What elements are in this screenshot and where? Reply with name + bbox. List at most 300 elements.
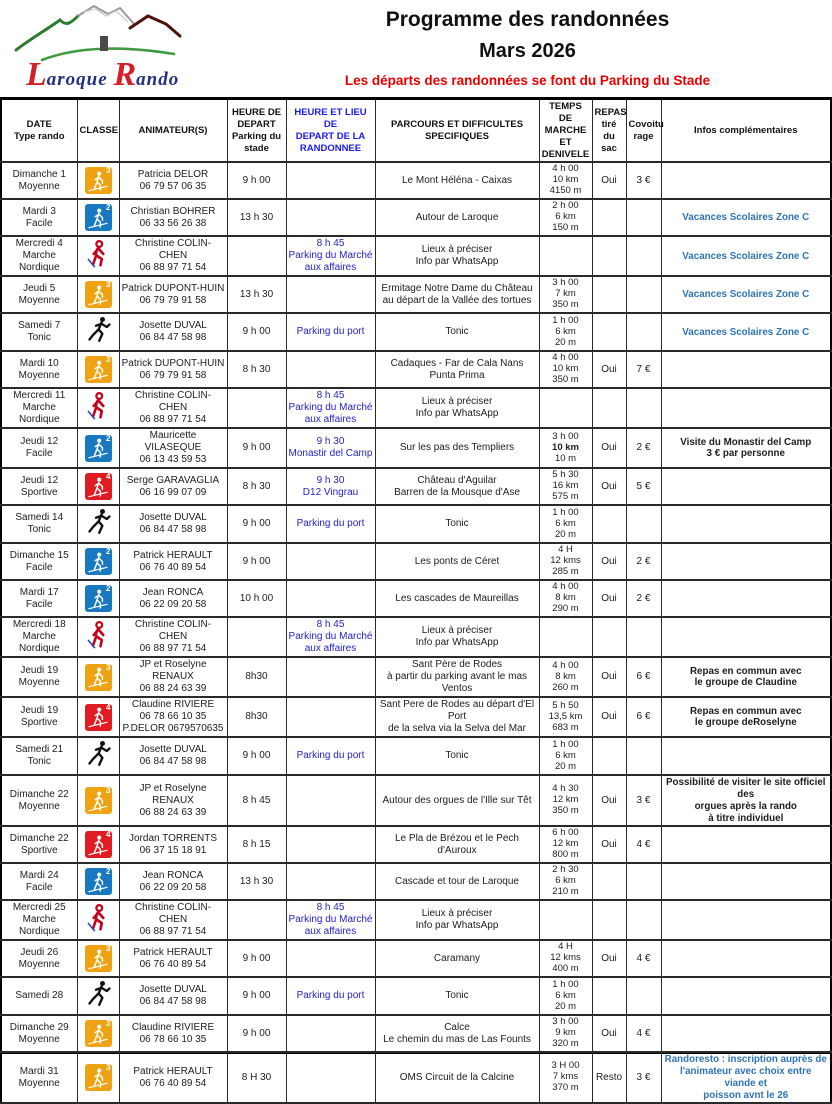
col-header-infos: Infos complémentaires — [661, 99, 831, 163]
cell-temps: 4 h 00 8 km 260 m — [539, 657, 592, 697]
cell-date: Mercredi 11 Marche Nordique — [1, 388, 77, 428]
cell-parcours: Sant Pere de Rodes au départ d'El Port de la selva via la Selva del Mar — [375, 697, 539, 737]
cell-classe — [77, 351, 119, 388]
col-header-heure-lieu: HEURE ET LIEU DE DEPART DE LA RANDONNEE — [286, 99, 375, 163]
hiker-class-4-icon: 4 — [85, 473, 112, 500]
table-row — [1, 775, 831, 826]
table-row — [1, 199, 831, 236]
cell-date: Mercredi 25 Marche Nordique — [1, 900, 77, 940]
cell-infos — [661, 863, 831, 900]
cell-heure-lieu: 9 h 30 Monastir del Camp — [286, 428, 375, 468]
col-header-date: DATE Type rando — [1, 99, 77, 163]
cell-heure-depart — [227, 617, 286, 657]
hiker-class-4-icon: 4 — [85, 704, 112, 731]
col-header-heure-depart: HEURE DE DEPART Parking du stade — [227, 99, 286, 163]
nordic-walker-icon — [83, 620, 113, 650]
cell-infos: Vacances Scolaires Zone C — [661, 199, 831, 236]
cell-date: Dimanche 22 Moyenne — [1, 775, 77, 826]
cell-heure-lieu: 8 h 45 Parking du Marché aux affaires — [286, 236, 375, 276]
cell-heure-lieu — [286, 276, 375, 313]
hiker-class-3-icon: 3 — [85, 945, 112, 972]
cell-animateur: Christine COLIN-CHEN 06 88 97 71 54 — [119, 236, 227, 276]
table-row — [1, 388, 831, 428]
cell-infos — [661, 1015, 831, 1052]
cell-repas — [592, 977, 626, 1015]
table-row — [1, 1015, 831, 1052]
cell-repas: Oui — [592, 428, 626, 468]
cell-repas — [592, 863, 626, 900]
cell-classe — [77, 863, 119, 900]
table-body — [1, 162, 831, 1103]
cell-temps — [539, 388, 592, 428]
runner-icon — [83, 739, 113, 769]
cell-heure-depart: 9 h 00 — [227, 737, 286, 775]
cell-temps: 6 h 00 12 km 800 m — [539, 826, 592, 863]
cell-covoiturage: 4 € — [626, 1015, 661, 1052]
cell-temps: 4 H 12 kms 400 m — [539, 940, 592, 977]
header-row — [1, 99, 831, 163]
cell-date: Mercredi 18 Marche Nordique — [1, 617, 77, 657]
cell-heure-depart: 8h30 — [227, 697, 286, 737]
title-block — [225, 0, 830, 88]
cell-covoiturage: 5 € — [626, 468, 661, 505]
cell-repas: Oui — [592, 775, 626, 826]
cell-repas — [592, 900, 626, 940]
cell-infos — [661, 162, 831, 199]
cell-heure-lieu — [286, 162, 375, 199]
cell-covoiturage: 2 € — [626, 580, 661, 617]
cell-heure-lieu: Parking du port — [286, 313, 375, 351]
cell-classe — [77, 388, 119, 428]
cell-repas — [592, 199, 626, 236]
cell-animateur: Serge GARAVAGLIA 06 16 99 07 09 — [119, 468, 227, 505]
cell-covoiturage — [626, 900, 661, 940]
cell-repas: Oui — [592, 697, 626, 737]
table-row — [1, 940, 831, 977]
cell-date: Jeudi 19 Sportive — [1, 697, 77, 737]
cell-repas: Oui — [592, 351, 626, 388]
cell-temps — [539, 236, 592, 276]
cell-covoiturage: 4 € — [626, 826, 661, 863]
cell-heure-depart: 9 h 00 — [227, 1015, 286, 1052]
cell-temps: 2 h 00 6 km 150 m — [539, 199, 592, 236]
cell-date: Mardi 24 Facile — [1, 863, 77, 900]
cell-infos: Repas en commun avec le groupe de Claudine — [661, 657, 831, 697]
cell-date: Dimanche 1 Moyenne — [1, 162, 77, 199]
cell-classe — [77, 199, 119, 236]
hiker-class-3-icon: 3 — [85, 664, 112, 691]
cell-heure-lieu — [286, 351, 375, 388]
cell-repas: Oui — [592, 543, 626, 580]
cell-date: Dimanche 29 Moyenne — [1, 1015, 77, 1052]
cell-parcours: Lieux à préciser Info par WhatsApp — [375, 617, 539, 657]
cell-repas — [592, 236, 626, 276]
cell-heure-depart: 8 h 30 — [227, 468, 286, 505]
nordic-walker-icon — [83, 239, 113, 269]
table-row — [1, 428, 831, 468]
cell-animateur: Patrick DUPONT-HUIN 06 79 79 91 58 — [119, 351, 227, 388]
cell-animateur: Christine COLIN-CHEN 06 88 97 71 54 — [119, 388, 227, 428]
table-row — [1, 737, 831, 775]
cell-heure-lieu — [286, 775, 375, 826]
cell-parcours: Sant Père de Rodes à partir du parking avant le mas Ventos — [375, 657, 539, 697]
cell-temps — [539, 900, 592, 940]
cell-repas: Oui — [592, 580, 626, 617]
cell-infos: Vacances Scolaires Zone C — [661, 276, 831, 313]
cell-repas — [592, 388, 626, 428]
table-row — [1, 900, 831, 940]
cell-date: Jeudi 19 Moyenne — [1, 657, 77, 697]
cell-date: Jeudi 12 Facile — [1, 428, 77, 468]
cell-animateur: Jordan TORRENTS 06 37 15 18 91 — [119, 826, 227, 863]
cell-animateur: Christine COLIN-CHEN 06 88 97 71 54 — [119, 617, 227, 657]
cell-parcours: Calce Le chemin du mas de Las Founts — [375, 1015, 539, 1052]
cell-infos: Vacances Scolaires Zone C — [661, 313, 831, 351]
cell-animateur: Josette DUVAL 06 84 47 58 98 — [119, 313, 227, 351]
cell-heure-depart: 13 h 30 — [227, 276, 286, 313]
cell-infos — [661, 826, 831, 863]
cell-date: Mardi 17 Facile — [1, 580, 77, 617]
cell-temps: 2 h 30 6 km 210 m — [539, 863, 592, 900]
table-row — [1, 697, 831, 737]
cell-animateur: JP et Roselyne RENAUX 06 88 24 63 39 — [119, 657, 227, 697]
col-header-classe: CLASSE — [77, 99, 119, 163]
cell-parcours: Les ponts de Céret — [375, 543, 539, 580]
runner-icon — [83, 979, 113, 1009]
cell-heure-depart: 9 h 00 — [227, 428, 286, 468]
cell-heure-depart: 9 h 00 — [227, 162, 286, 199]
cell-infos: Randoresto : inscription auprès de l'animateur avec choix entre viande et poisson avnt le 26 — [661, 1052, 831, 1103]
col-header-covoiturage: Covoitu rage — [626, 99, 661, 163]
cell-repas — [592, 276, 626, 313]
cell-temps: 5 h 30 16 km 575 m — [539, 468, 592, 505]
cell-temps: 4 h 00 10 km 350 m — [539, 351, 592, 388]
cell-heure-depart: 9 h 00 — [227, 505, 286, 543]
cell-animateur: Claudine RIVIERE 06 78 66 10 35 — [119, 1015, 227, 1052]
cell-repas: Oui — [592, 657, 626, 697]
cell-parcours: Autour des orgues de l'Ille sur Têt — [375, 775, 539, 826]
cell-heure-depart: 10 h 00 — [227, 580, 286, 617]
cell-date: Dimanche 22 Sportive — [1, 826, 77, 863]
cell-covoiturage: 3 € — [626, 162, 661, 199]
cell-covoiturage: 4 € — [626, 940, 661, 977]
table-row — [1, 162, 831, 199]
cell-animateur: Christine COLIN-CHEN 06 88 97 71 54 — [119, 900, 227, 940]
cell-animateur: Claudine RIVIERE 06 78 66 10 35 P.DELOR 0679570635 — [119, 697, 227, 737]
cell-parcours: Sur les pas des Templiers — [375, 428, 539, 468]
cell-classe — [77, 276, 119, 313]
cell-covoiturage: 2 € — [626, 428, 661, 468]
cell-date: Mardi 10 Moyenne — [1, 351, 77, 388]
cell-parcours: Le Mont Héléna - Caixas — [375, 162, 539, 199]
table-row — [1, 580, 831, 617]
cell-temps: 5 h 50 13,5 km 683 m — [539, 697, 592, 737]
hiker-class-2-icon: 2 — [85, 204, 112, 231]
cell-parcours: Les cascades de Maureillas — [375, 580, 539, 617]
hiker-class-2-icon: 2 — [85, 548, 112, 575]
cell-heure-depart: 8 h 45 — [227, 775, 286, 826]
cell-parcours: Le Pla de Brézou et le Pech d'Auroux — [375, 826, 539, 863]
cell-heure-lieu — [286, 940, 375, 977]
cell-covoiturage: 3 € — [626, 1052, 661, 1103]
runner-icon — [83, 507, 113, 537]
cell-classe — [77, 313, 119, 351]
cell-heure-lieu — [286, 543, 375, 580]
cell-animateur: Mauricette VILASEQUE 06 13 43 59 53 — [119, 428, 227, 468]
cell-animateur: Patrick DUPONT-HUIN 06 79 79 91 58 — [119, 276, 227, 313]
cell-heure-lieu — [286, 199, 375, 236]
col-header-animateur: ANIMATEUR(S) — [119, 99, 227, 163]
cell-heure-lieu: 9 h 30 D12 Vingrau — [286, 468, 375, 505]
cell-covoiturage: 2 € — [626, 543, 661, 580]
cell-repas: Oui — [592, 468, 626, 505]
cell-covoiturage: 6 € — [626, 657, 661, 697]
page-title-month: Mars 2026 — [479, 40, 576, 62]
cell-parcours: Cadaques - Far de Cala Nans Punta Prima — [375, 351, 539, 388]
cell-date: Jeudi 26 Moyenne — [1, 940, 77, 977]
table-row — [1, 863, 831, 900]
cell-heure-depart: 9 h 00 — [227, 543, 286, 580]
cell-covoiturage — [626, 313, 661, 351]
table-row — [1, 826, 831, 863]
nordic-walker-icon — [83, 903, 113, 933]
cell-heure-lieu: Parking du port — [286, 977, 375, 1015]
cell-parcours: Tonic — [375, 313, 539, 351]
cell-date: Samedi 14 Tonic — [1, 505, 77, 543]
table-row — [1, 276, 831, 313]
cell-classe — [77, 617, 119, 657]
cell-classe — [77, 940, 119, 977]
cell-infos — [661, 468, 831, 505]
hiker-class-2-icon: 2 — [85, 585, 112, 612]
runner-icon — [83, 315, 113, 345]
cell-infos — [661, 580, 831, 617]
cell-heure-lieu — [286, 580, 375, 617]
cell-repas: Oui — [592, 1015, 626, 1052]
table-row — [1, 1052, 831, 1103]
cell-date: Mardi 31 Moyenne — [1, 1052, 77, 1103]
cell-heure-depart: 8 H 30 — [227, 1052, 286, 1103]
cell-covoiturage: 7 € — [626, 351, 661, 388]
cell-animateur: Josette DUVAL 06 84 47 58 98 — [119, 737, 227, 775]
col-header-temps: TEMPS DE MARCHE ET DENIVELE — [539, 99, 592, 163]
cell-temps — [539, 617, 592, 657]
cell-heure-depart: 9 h 00 — [227, 313, 286, 351]
hiker-class-3-icon: 3 — [85, 167, 112, 194]
cell-infos — [661, 617, 831, 657]
table-row — [1, 977, 831, 1015]
cell-heure-lieu — [286, 1052, 375, 1103]
cell-classe — [77, 657, 119, 697]
cell-animateur: Patrick HERAULT 06 76 40 89 54 — [119, 543, 227, 580]
cell-heure-lieu — [286, 826, 375, 863]
table-row — [1, 313, 831, 351]
cell-parcours: Lieux à préciser Info par WhatsApp — [375, 236, 539, 276]
cell-infos — [661, 543, 831, 580]
cell-heure-lieu: Parking du port — [286, 737, 375, 775]
cell-covoiturage — [626, 505, 661, 543]
cell-classe — [77, 505, 119, 543]
table-row — [1, 468, 831, 505]
cell-covoiturage — [626, 737, 661, 775]
hiker-class-2-icon: 2 — [85, 868, 112, 895]
table-row — [1, 236, 831, 276]
cell-parcours: Caramany — [375, 940, 539, 977]
cell-temps: 1 h 00 6 km 20 m — [539, 977, 592, 1015]
cell-classe — [77, 580, 119, 617]
cell-animateur: Jean RONCA 06 22 09 20 58 — [119, 863, 227, 900]
cell-heure-lieu — [286, 1015, 375, 1052]
hiker-class-3-icon: 3 — [85, 787, 112, 814]
hiker-class-4-icon: 4 — [85, 831, 112, 858]
cell-heure-depart — [227, 900, 286, 940]
cell-classe — [77, 826, 119, 863]
cell-temps: 4 h 00 10 km 4150 m — [539, 162, 592, 199]
cell-heure-depart: 13 h 30 — [227, 863, 286, 900]
cell-temps: 4 h 30 12 km 350 m — [539, 775, 592, 826]
cell-date: Samedi 7 Tonic — [1, 313, 77, 351]
cell-classe — [77, 977, 119, 1015]
cell-classe — [77, 1052, 119, 1103]
cell-parcours: Tonic — [375, 505, 539, 543]
cell-temps: 1 h 00 6 km 20 m — [539, 313, 592, 351]
logo-wordmark: Laroque Rando — [26, 56, 180, 93]
cell-covoiturage — [626, 236, 661, 276]
cell-infos: Visite du Monastir del Camp 3 € par personne — [661, 428, 831, 468]
cell-animateur: Christian BOHRER 06 33 56 26 38 — [119, 199, 227, 236]
cell-temps: 1 h 00 6 km 20 m — [539, 737, 592, 775]
page-header — [0, 0, 830, 97]
cell-heure-depart: 8h30 — [227, 657, 286, 697]
hiker-class-3-icon: 3 — [85, 1064, 112, 1091]
cell-repas — [592, 505, 626, 543]
cell-animateur: Jean RONCA 06 22 09 20 58 — [119, 580, 227, 617]
cell-date: Jeudi 5 Moyenne — [1, 276, 77, 313]
cell-heure-depart: 9 h 00 — [227, 977, 286, 1015]
cell-animateur: Patrick HERAULT 06 76 40 89 54 — [119, 940, 227, 977]
cell-repas — [592, 313, 626, 351]
cell-temps: 1 h 00 6 km 20 m — [539, 505, 592, 543]
cell-classe — [77, 236, 119, 276]
cell-infos — [661, 737, 831, 775]
cell-covoiturage — [626, 199, 661, 236]
cell-date: Jeudi 12 Sportive — [1, 468, 77, 505]
cell-repas — [592, 617, 626, 657]
table-row — [1, 505, 831, 543]
cell-temps: 3 h 00 7 km 350 m — [539, 276, 592, 313]
cell-heure-lieu: Parking du port — [286, 505, 375, 543]
cell-parcours: Tonic — [375, 737, 539, 775]
hiker-class-2-icon: 2 — [85, 435, 112, 462]
cell-classe — [77, 543, 119, 580]
cell-parcours: Ermitage Notre Dame du Château au départ de la Vallée des tortues — [375, 276, 539, 313]
cell-animateur: Patrick HERAULT 06 76 40 89 54 — [119, 1052, 227, 1103]
cell-parcours: Autour de Laroque — [375, 199, 539, 236]
hiker-class-3-icon: 3 — [85, 356, 112, 383]
cell-parcours: OMS Circuit de la Calcine — [375, 1052, 539, 1103]
table-header — [1, 99, 831, 163]
cell-covoiturage: 6 € — [626, 697, 661, 737]
cell-classe — [77, 737, 119, 775]
cell-infos — [661, 940, 831, 977]
cell-heure-depart: 8 h 30 — [227, 351, 286, 388]
cell-infos — [661, 505, 831, 543]
cell-covoiturage — [626, 863, 661, 900]
cell-classe — [77, 697, 119, 737]
cell-infos: Possibilité de visiter le site officiel des orgues après la rando à titre individuel — [661, 775, 831, 826]
cell-parcours: Château d'Aguilar Barren de la Mousque d'Ase — [375, 468, 539, 505]
cell-animateur: Josette DUVAL 06 84 47 58 98 — [119, 505, 227, 543]
page-subtitle: Les départs des randonnées se font du Parking du Stade — [344, 73, 711, 88]
cell-animateur: Josette DUVAL 06 84 47 58 98 — [119, 977, 227, 1015]
logo — [8, 2, 223, 94]
cell-infos — [661, 977, 831, 1015]
cell-heure-lieu — [286, 697, 375, 737]
logo-letter-r: R — [113, 56, 137, 93]
cell-heure-depart: 13 h 30 — [227, 199, 286, 236]
hiker-class-3-icon: 3 — [85, 1020, 112, 1047]
cell-heure-depart: 8 h 15 — [227, 826, 286, 863]
cell-covoiturage — [626, 977, 661, 1015]
col-header-parcours: PARCOURS ET DIFFICULTES SPECIFIQUES — [375, 99, 539, 163]
nordic-walker-icon — [83, 391, 113, 421]
cell-parcours: Tonic — [375, 977, 539, 1015]
cell-temps: 3 H 00 7 kms 370 m — [539, 1052, 592, 1103]
cell-parcours: Lieux à préciser Info par WhatsApp — [375, 900, 539, 940]
cell-heure-lieu — [286, 863, 375, 900]
cell-heure-depart — [227, 236, 286, 276]
cell-temps: 4 H 12 kms 285 m — [539, 543, 592, 580]
cell-covoiturage — [626, 276, 661, 313]
cell-heure-lieu: 8 h 45 Parking du Marché aux affaires — [286, 900, 375, 940]
cell-date: Mardi 3 Facile — [1, 199, 77, 236]
cell-infos — [661, 900, 831, 940]
cell-classe — [77, 775, 119, 826]
cell-animateur: Patricia DELOR 06 79 57 06 35 — [119, 162, 227, 199]
cell-classe — [77, 162, 119, 199]
table-row — [1, 617, 831, 657]
cell-date: Mercredi 4 Marche Nordique — [1, 236, 77, 276]
cell-infos — [661, 388, 831, 428]
logo-letter-l: L — [26, 56, 47, 93]
cell-heure-lieu: 8 h 45 Parking du Marché aux affaires — [286, 617, 375, 657]
cell-classe — [77, 428, 119, 468]
table-row — [1, 657, 831, 697]
cell-temps: 4 h 00 8 km 290 m — [539, 580, 592, 617]
cell-infos: Repas en commun avec le groupe deRoselyne — [661, 697, 831, 737]
cell-repas: Oui — [592, 162, 626, 199]
program-table — [0, 97, 832, 1104]
cell-temps: 3 h 00 9 km 320 m — [539, 1015, 592, 1052]
cell-covoiturage — [626, 617, 661, 657]
table-row — [1, 351, 831, 388]
table-row — [1, 543, 831, 580]
cell-animateur: JP et Roselyne RENAUX 06 88 24 63 39 — [119, 775, 227, 826]
cell-covoiturage: 3 € — [626, 775, 661, 826]
hiker-class-3-icon: 3 — [85, 281, 112, 308]
cell-heure-lieu — [286, 657, 375, 697]
cell-temps: 3 h 00 10 km 10 m — [539, 428, 592, 468]
cell-date: Samedi 21 Tonic — [1, 737, 77, 775]
cell-parcours: Lieux à préciser Info par WhatsApp — [375, 388, 539, 428]
cell-infos — [661, 351, 831, 388]
cell-heure-depart: 9 h 00 — [227, 940, 286, 977]
cell-classe — [77, 900, 119, 940]
cell-repas: Oui — [592, 940, 626, 977]
col-header-repas: REPAS tiré du sac — [592, 99, 626, 163]
cell-parcours: Cascade et tour de Laroque — [375, 863, 539, 900]
cell-classe — [77, 1015, 119, 1052]
